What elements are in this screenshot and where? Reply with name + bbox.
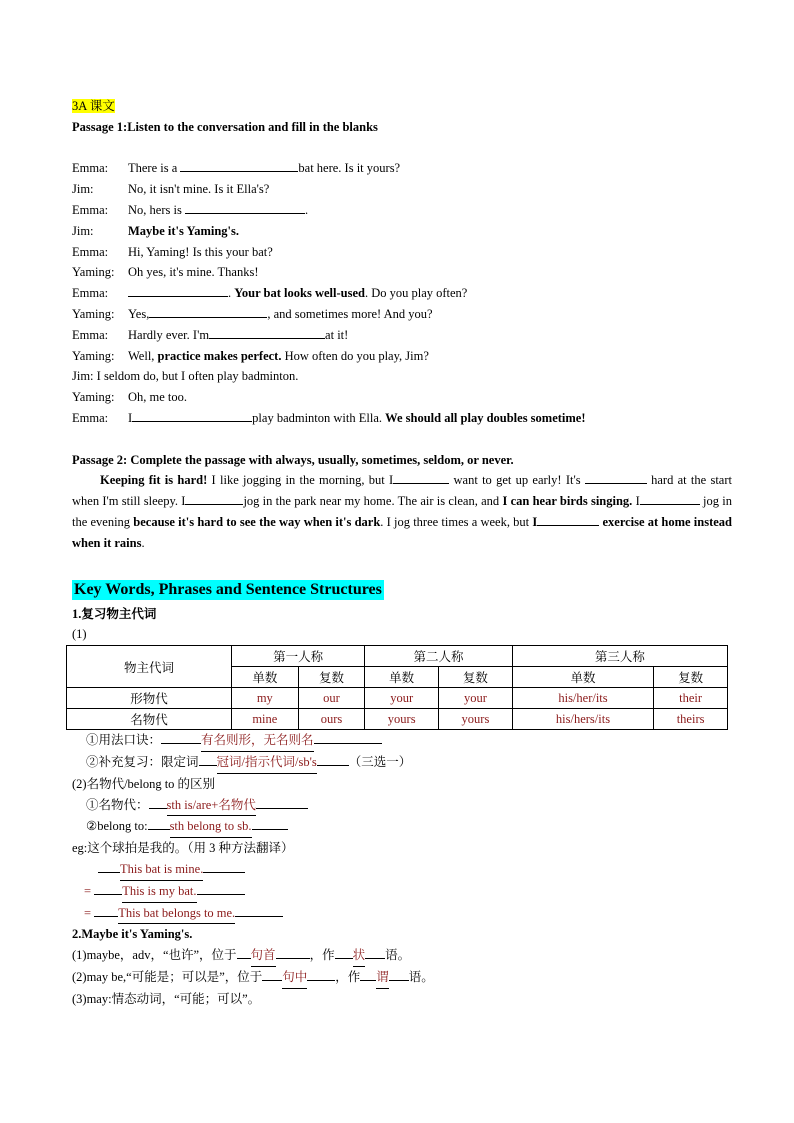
note-3 xyxy=(72,795,732,817)
passage1-title: Passage 1:Listen to the conversation and fill in the blanks xyxy=(72,119,378,134)
blank xyxy=(235,904,283,917)
text: Well, xyxy=(128,348,158,363)
dialogue-line xyxy=(72,262,732,283)
p2-s5: I xyxy=(632,494,640,509)
dialogue-line xyxy=(72,346,732,367)
group-header: 第三人称 xyxy=(512,646,727,667)
speaker-label: Jim: xyxy=(72,182,94,197)
m2-answer: 句中 xyxy=(282,967,307,989)
p2-s3: hard at the start when I'm still sleepy. I xyxy=(72,473,732,509)
blank xyxy=(335,946,353,959)
dialogue-line xyxy=(72,304,732,325)
note-2-label: ②补充复习：限定词 xyxy=(86,754,199,769)
note-4 xyxy=(72,816,732,838)
dialogue-text xyxy=(128,408,586,429)
text: I seldom do, but I often play badminton. xyxy=(96,369,299,384)
sec2-title: 2.Maybe it's Yaming's. xyxy=(72,927,193,942)
sub-header: 单数 xyxy=(232,667,299,688)
m2-label: (2)may be,“可能是；可以是”，位于 xyxy=(72,969,263,984)
p2-s7-bold: I xyxy=(532,514,538,529)
text: How often do you play, Jim? xyxy=(281,348,429,363)
dialogue-text xyxy=(128,346,429,367)
text: at it! xyxy=(325,327,349,342)
dialogue-text xyxy=(128,304,433,325)
dialogue-line xyxy=(72,387,732,408)
blank[interactable] xyxy=(132,409,252,422)
m1-suffix: 语。 xyxy=(385,948,411,963)
blank[interactable] xyxy=(185,201,305,214)
text: Hardly ever. I'm xyxy=(128,327,210,342)
blank[interactable] xyxy=(185,492,243,505)
table-cell: my xyxy=(232,688,299,709)
blank[interactable] xyxy=(209,326,325,339)
dialogue-line xyxy=(72,325,732,346)
blank xyxy=(317,753,349,766)
dialogue-text xyxy=(128,262,258,283)
m2-suffix: 语。 xyxy=(408,969,434,984)
speaker-label: Yaming: xyxy=(72,390,115,405)
blank xyxy=(203,860,245,873)
sub-header: 单数 xyxy=(512,667,653,688)
text: play badminton with Ella. xyxy=(252,410,386,425)
p2-s1: I like jogging in the morning, but I xyxy=(207,473,394,488)
note-2-suffix: （三选一） xyxy=(348,754,412,769)
note-1-answer: 有名则形，无名则名 xyxy=(201,730,314,752)
blank xyxy=(94,904,118,917)
blank xyxy=(314,731,382,744)
text: I xyxy=(128,410,133,425)
blank[interactable] xyxy=(585,471,647,484)
maybe-note-1 xyxy=(72,945,732,967)
note-3-label: ①名物代： xyxy=(86,797,149,812)
maybe-note-2 xyxy=(72,967,732,989)
text: No, hers is xyxy=(128,202,185,217)
text: . Do you play often? xyxy=(364,286,468,301)
bold-text: practice makes perfect. xyxy=(157,348,282,363)
note-3-answer: sth is/are+名物代 xyxy=(167,795,256,817)
m1-answer-2: 状 xyxy=(353,945,366,967)
row-label: 名物代 xyxy=(67,709,232,730)
speaker-label: Emma: xyxy=(72,286,109,301)
passage2-body xyxy=(72,470,732,553)
note-4-answer: sth belong to sb. xyxy=(170,816,252,838)
note-1-label: ①用法口诀： xyxy=(86,733,162,748)
group-header: 第一人称 xyxy=(232,646,365,667)
table-cell: his/her/its xyxy=(512,688,653,709)
equals-sign: = xyxy=(84,883,95,898)
p2-s6: jog in the evening xyxy=(72,494,732,529)
speaker-label: Yaming: xyxy=(72,306,115,321)
dialogue-text xyxy=(97,369,299,383)
text: bat here. Is it yours? xyxy=(298,161,401,176)
lesson-tag-line xyxy=(72,96,732,117)
blank xyxy=(149,796,167,809)
table-cell: his/hers/its xyxy=(512,709,653,730)
blank xyxy=(98,860,120,873)
note-2-answer: 冠词/指示代词/sb's xyxy=(217,752,317,774)
speaker-label: Emma: xyxy=(72,244,109,259)
group-header: 第二人称 xyxy=(365,646,513,667)
m1-label: (1)maybe，adv，“也许”，位于 xyxy=(72,948,237,963)
blank xyxy=(237,946,251,959)
table-cell: ours xyxy=(298,709,365,730)
dialogue-line xyxy=(72,221,732,242)
translation-1-text: This bat is mine. xyxy=(120,859,203,881)
text: Oh, me too. xyxy=(128,390,188,405)
blank[interactable] xyxy=(393,471,449,484)
note-1 xyxy=(72,730,732,752)
translation-1 xyxy=(72,859,732,881)
dialogue-text xyxy=(128,283,467,304)
table-row xyxy=(67,688,728,709)
dialogue-text xyxy=(128,221,239,242)
m2-mid: ，作 xyxy=(335,969,361,984)
note-4-label: ②belong to: xyxy=(86,819,148,834)
text: , and sometimes more! And you? xyxy=(267,306,433,321)
dialogue-text xyxy=(128,158,400,179)
blank[interactable] xyxy=(537,513,599,526)
key-heading: Key Words, Phrases and Sentence Structures xyxy=(74,580,382,598)
speaker-label: Yaming: xyxy=(72,348,115,363)
blank[interactable] xyxy=(180,159,298,172)
note-2 xyxy=(72,752,732,774)
text: Yes, xyxy=(128,306,150,321)
bold-text: Maybe it's Yaming's. xyxy=(128,223,239,238)
blank xyxy=(252,817,288,830)
m1-mid: ，作 xyxy=(309,948,335,963)
text: Oh yes, it's mine. Thanks! xyxy=(128,265,259,280)
text: . xyxy=(304,202,309,217)
blank xyxy=(199,753,217,766)
dialogue-text xyxy=(128,387,187,408)
text: There is a xyxy=(128,161,181,176)
table-corner: 物主代词 xyxy=(67,646,232,688)
table-cell: yours xyxy=(365,709,439,730)
blank xyxy=(256,796,308,809)
example-line: eg:这个球拍是我的。（用 3 种方法翻译） xyxy=(72,841,294,856)
speaker-label: Emma: xyxy=(72,161,109,176)
m2-answer-2: 谓 xyxy=(376,967,389,989)
blank xyxy=(161,731,201,744)
translation-2-text: This is my bat. xyxy=(122,881,196,903)
dialogue-text xyxy=(128,242,273,263)
maybe-note-3: (3)may:情态动词，“可能；可以”。 xyxy=(72,991,261,1006)
sec1-2-title: (2)名物代/belong to 的区别 xyxy=(72,776,216,791)
p2-s7: . I jog three times a week, but xyxy=(380,514,533,529)
table-cell: yours xyxy=(439,709,513,730)
document-page xyxy=(72,96,732,1009)
dialogue-text xyxy=(128,325,348,346)
blank xyxy=(389,968,409,981)
blank xyxy=(276,946,310,959)
equals-sign: = xyxy=(84,905,95,920)
table-cell: our xyxy=(298,688,365,709)
p2-s6-bold: because it's hard to see the way when it's dark xyxy=(133,514,381,529)
blank[interactable] xyxy=(640,492,700,505)
table-cell: mine xyxy=(232,709,299,730)
speaker-label: Emma: xyxy=(72,202,109,217)
dialogue-line xyxy=(72,158,732,179)
blank xyxy=(148,817,170,830)
text: Hi, Yaming! Is this your bat? xyxy=(128,244,273,259)
table-cell: their xyxy=(654,688,728,709)
table-cell: theirs xyxy=(654,709,728,730)
m1-answer: 句首 xyxy=(251,945,276,967)
translation-2 xyxy=(72,881,732,903)
dialogue-text xyxy=(128,179,269,200)
p2-s9: . xyxy=(141,535,145,550)
speaker-label: Yaming: xyxy=(72,265,115,280)
blank xyxy=(365,946,385,959)
table-row xyxy=(67,709,728,730)
sub-header: 复数 xyxy=(439,667,513,688)
p2-s2: want to get up early! It's xyxy=(449,473,585,488)
translation-3-text: This bat belongs to me. xyxy=(118,903,235,925)
p2-s4: jog in the park near my home. The air is clean, and xyxy=(243,494,503,509)
blank xyxy=(307,968,335,981)
sec1-sub: (1) xyxy=(72,627,87,642)
dialogue-line xyxy=(72,283,732,304)
table-cell: your xyxy=(439,688,513,709)
translation-3 xyxy=(72,903,732,925)
sub-header: 单数 xyxy=(365,667,439,688)
p2-s8-bold: exercise at home instead when it rains xyxy=(72,514,732,550)
row-label: 形物代 xyxy=(67,688,232,709)
dialogue xyxy=(72,158,732,428)
blank xyxy=(94,882,122,895)
sec1-title: 1.复习物主代词 xyxy=(72,606,157,621)
sub-header: 复数 xyxy=(654,667,728,688)
blank[interactable] xyxy=(149,305,267,318)
speaker-label: Jim: xyxy=(72,369,94,384)
pronoun-table xyxy=(66,645,728,730)
blank xyxy=(360,968,376,981)
dialogue-line xyxy=(72,242,732,263)
speaker-label: Emma: xyxy=(72,410,109,425)
dialogue-line xyxy=(72,408,732,429)
dialogue-line xyxy=(72,179,732,200)
lesson-tag: 3A 课文 xyxy=(72,99,115,113)
bold-text: Your bat looks well-used xyxy=(234,286,365,301)
bold-text: We should all play doubles sometime! xyxy=(385,410,586,425)
p2-s1-bold: Keeping fit is hard! xyxy=(100,473,208,488)
blank xyxy=(197,882,245,895)
dialogue-text xyxy=(128,200,308,221)
speaker-label: Jim: xyxy=(72,223,94,238)
blank xyxy=(262,968,282,981)
text: . xyxy=(228,286,235,301)
dialogue-line xyxy=(72,200,732,221)
blank[interactable] xyxy=(128,284,228,297)
text: No, it isn't mine. Is it Ella's? xyxy=(128,182,270,197)
sub-header: 复数 xyxy=(298,667,365,688)
passage2-title: Passage 2: Complete the passage with always, usually, sometimes, seldom, or never. xyxy=(72,452,514,467)
dialogue-line xyxy=(72,366,732,387)
speaker-label: Emma: xyxy=(72,327,109,342)
p2-s4-bold: I can hear birds singing. xyxy=(502,494,633,509)
table-cell: your xyxy=(365,688,439,709)
